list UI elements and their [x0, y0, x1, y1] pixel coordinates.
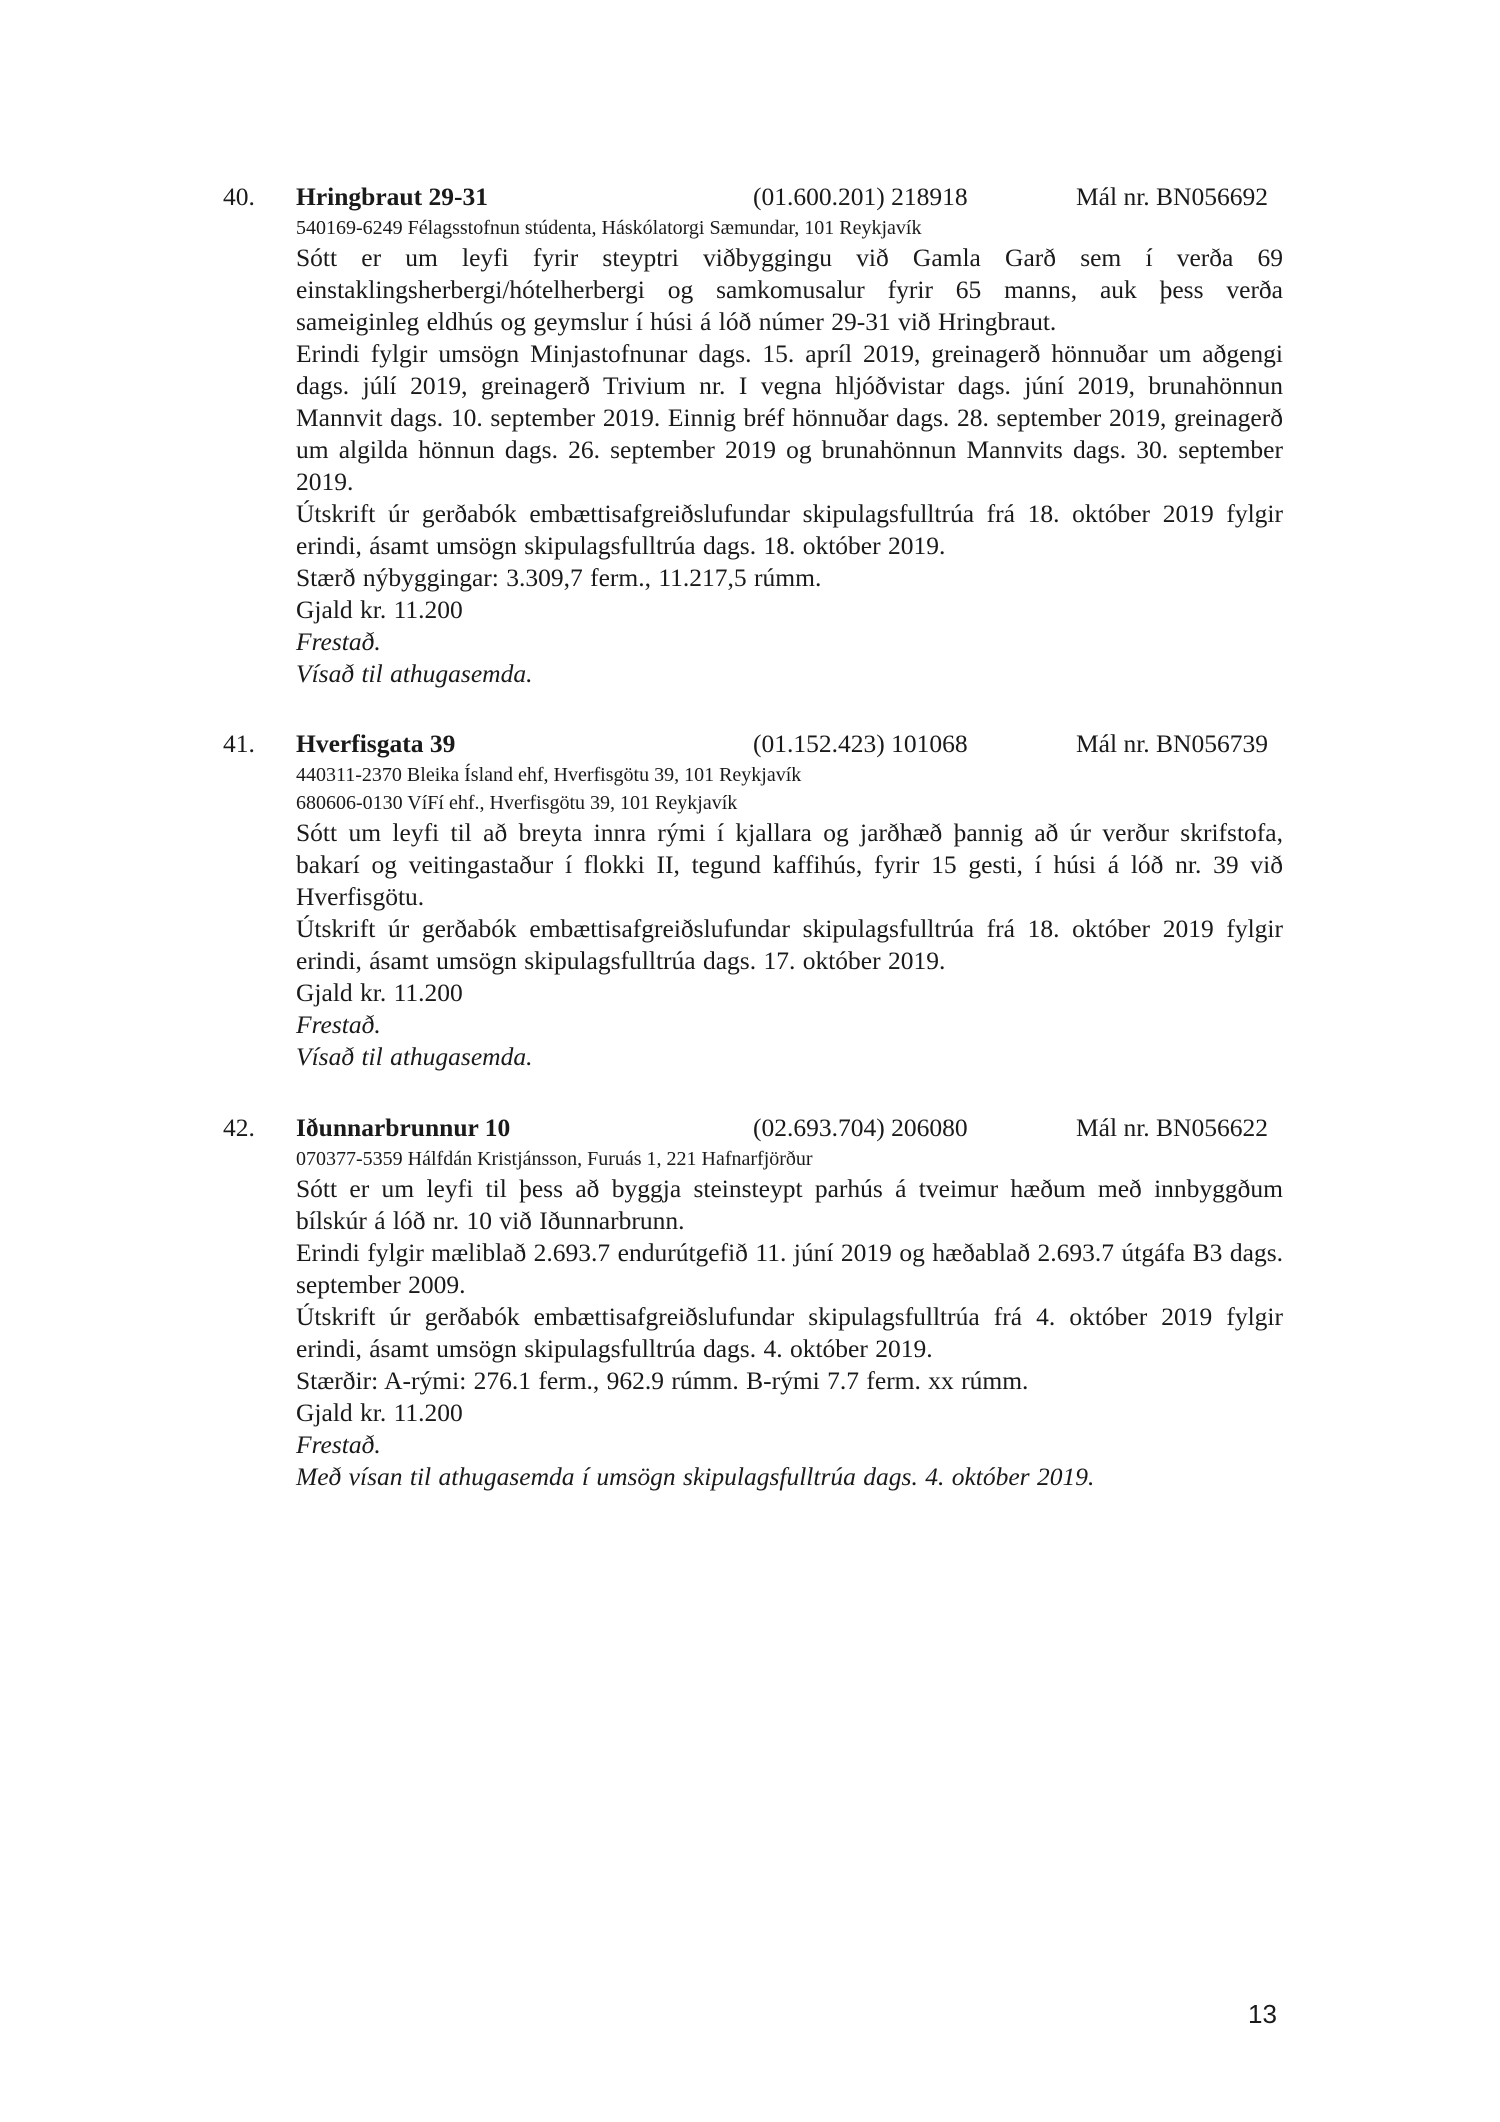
agenda-item-40: [223, 180, 1283, 690]
description: Sótt um leyfi til að breyta innra rými í kjallara og jarðhæð þannig að úr verður skrifstofa, bakarí og veitingastaður í flokki II, tegund kaffihús, fyrir 15 gesti, í húsi á lóð nr. 39 við Hverfisgötu.: [296, 818, 1283, 911]
item-number: 41.: [223, 729, 255, 758]
decision: Frestað.: [296, 627, 381, 656]
applicant: 440311-2370 Bleika Ísland ehf, Hverfisgötu 39, 101 Reykjavík: [296, 764, 802, 786]
item-header: [223, 180, 1283, 214]
decision-note: Vísað til athugasemda.: [296, 1042, 533, 1071]
case-number: Mál nr. BN056739: [1076, 729, 1268, 758]
item-body: [296, 1145, 1283, 1493]
decision: Frestað.: [296, 1430, 381, 1459]
case-number: Mál nr. BN056622: [1076, 1113, 1268, 1142]
size-info: Stærð nýbyggingar: 3.309,7 ferm., 11.217,5 rúmm.: [296, 563, 822, 592]
plot-id: (02.693.704) 206080: [753, 1113, 968, 1142]
decision-note: Með vísan til athugasemda í umsögn skipulagsfulltrúa dags. 4. október 2019.: [296, 1462, 1095, 1491]
item-address: Hringbraut 29-31: [296, 182, 488, 211]
decision: Frestað.: [296, 1010, 381, 1039]
minutes-note: Útskrift úr gerðabók embættisafgreiðslufundar skipulagsfulltrúa frá 18. október 2019 fylgir erindi, ásamt umsögn skipulagsfulltrúa dags. 18. október 2019.: [296, 499, 1283, 560]
item-address: Hverfisgata 39: [296, 729, 456, 758]
page-number: 13: [1248, 1999, 1277, 2029]
size-info: Stærðir: A-rými: 276.1 ferm., 962.9 rúmm. B-rými 7.7 ferm. xx rúmm.: [296, 1366, 1029, 1395]
attachments: Erindi fylgir umsögn Minjastofnunar dags. 15. apríl 2019, greinagerð hönnuðar um aðgengi dags. júlí 2019, greinagerð Trivium nr. I vegna hljóðvistar dags. júní 2019, brunahönnun Mannvit dags. 10. september 2019. Einnig bréf hönnuðar dags. 28. september 2019, greinagerð um algilda hönnun dags. 26. september 2019 og brunahönnun Mannvits dags. 30. september 2019.: [296, 339, 1283, 496]
plot-id: (01.152.423) 101068: [753, 729, 968, 758]
case-number: Mál nr. BN056692: [1076, 182, 1268, 211]
item-body: [296, 214, 1283, 690]
applicant: 680606-0130 VíFí ehf., Hverfisgötu 39, 101 Reykjavík: [296, 792, 738, 814]
applicant: 070377-5359 Hálfdán Kristjánsson, Furuás 1, 221 Hafnarfjörður: [296, 1148, 813, 1170]
minutes-note: Útskrift úr gerðabók embættisafgreiðslufundar skipulagsfulltrúa frá 4. október 2019 fylgir erindi, ásamt umsögn skipulagsfulltrúa dags. 4. október 2019.: [296, 1302, 1283, 1363]
agenda-item-42: [223, 1111, 1283, 1493]
item-address: Iðunnarbrunnur 10: [296, 1113, 511, 1142]
description: Sótt er um leyfi til þess að byggja steinsteypt parhús á tveimur hæðum með innbyggðum bílskúr á lóð nr. 10 við Iðunnarbrunn.: [296, 1174, 1283, 1235]
fee: Gjald kr. 11.200: [296, 595, 463, 624]
fee: Gjald kr. 11.200: [296, 1398, 463, 1427]
item-header: [223, 1111, 1283, 1145]
description: Sótt er um leyfi fyrir steyptri viðbyggingu við Gamla Garð sem í verða 69 einstaklingsherbergi/hótelherbergi og samkomusalur fyrir 65 manns, auk þess verða sameiginleg eldhús og geymslur í húsi á lóð númer 29-31 við Hringbraut.: [296, 243, 1283, 336]
item-number: 42.: [223, 1113, 255, 1142]
item-body: [296, 761, 1283, 1073]
plot-id: (01.600.201) 218918: [753, 182, 968, 211]
agenda-item-41: [223, 727, 1283, 1073]
decision-note: Vísað til athugasemda.: [296, 659, 533, 688]
item-number: 40.: [223, 182, 255, 211]
fee: Gjald kr. 11.200: [296, 978, 463, 1007]
applicant: 540169-6249 Félagsstofnun stúdenta, Háskólatorgi Sæmundar, 101 Reykjavík: [296, 217, 922, 239]
attachments: Erindi fylgir mæliblað 2.693.7 endurútgefið 11. júní 2019 og hæðablað 2.693.7 útgáfa B3 dags. september 2009.: [296, 1238, 1283, 1299]
minutes-note: Útskrift úr gerðabók embættisafgreiðslufundar skipulagsfulltrúa frá 18. október 2019 fylgir erindi, ásamt umsögn skipulagsfulltrúa dags. 17. október 2019.: [296, 914, 1283, 975]
item-header: [223, 727, 1283, 761]
